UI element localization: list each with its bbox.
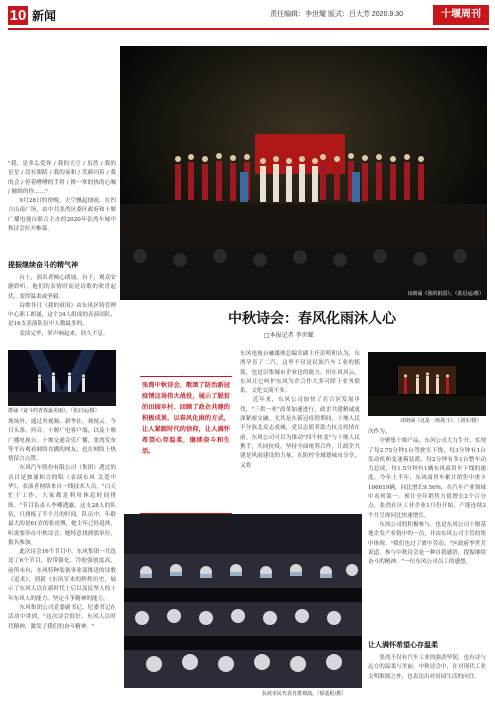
col1-intro: "我，是多么爱你 / 我的天空 / 虽然 / 我的星星 / 没有眼睛 / 我的夜和 / 笑颜闪着 / 我的会 / 停着嘈嘈的手臂 / 搀一掌的热的心魄 / 缠绵的你……" 9月28日的傍晚，天空飘起细雨，在凹方山南广场，由中共张湾区委区政府和十堰广播电视台联合主办的2020年张湾车城中秋诗会拉开帷幕。 xyxy=(8,161,116,233)
main-photo-caption: 诗朗诵《我的祖国》。（张启运/摄） xyxy=(407,291,484,297)
col4-end: 张湾不仅有汽车工业的强劲坚韧，也有诗与远方的温柔与美丽。中秋诗会中，在对现代工业文明歌颂之外，也表达出对田园生活的向往。 xyxy=(368,655,486,680)
editor-line: 责任编辑：李世耀 版式：吕大芳 2020.9.30 xyxy=(270,11,404,18)
col1-mid: 台上，演出者倾心朗诵，台下，观众安静聆听，他们的表情时而是诗歌的欢喜起伏，变得温柔或坚毅。 诗歌非日《我的祖国》由东风区铸管理中心职工朗诵，这个34人组成的表演团队，是16支表演队伍中人数最多的。 表演完毕，掌声响起来，经久不息。 xyxy=(8,275,116,337)
col1-body: 现场外，通过央视频、新华社、观视云、今日头条、抖音、十堰广电客户端，以及十堰广播电视台、十堰交通音乐广播、张湾发布等平台观看网络直播的网友，也在网络上热情留言点赞。 东风汽车股份有限公司（集团）透过的音目是独诵和合的唱《表演东风 关爱中华》，表演者网络来自一线技术人员。"白天忙于工作，大家都是利用休息时间排练。"节目负责人李卿透露，这支28人的队伍，只排练了半个月的时间。队员中，年龄最大的是61岁的张虎傅，她主年已经退休，听说要举办中秋诗会，她特意找到那单位，报名参加。 此次诗会16个节目中，东风集团一共选送了6个节目，胶带强化、冷胶强创度高，前所未有，东风特种装备事业部推送的诗歌《追求》，到新《东风军来的辉煌历史，展示了东风人以在新时代上后以及民坚人的十年东风人的能力、坚定斗争精神的能力。 东风集团公司党委副书记、纪委书记在活动中讲到，"这次诗会很好，东风人以时代精神，激发了我们的奋斗精神。" xyxy=(8,419,116,630)
section-label: 新闻 xyxy=(32,9,57,23)
pullquote-box xyxy=(140,376,232,514)
small-right-caption: 诗朗诵《这是一场战斗》。（刘军/摄） xyxy=(400,418,482,424)
main-stage-photo xyxy=(120,46,487,300)
small-left-photo xyxy=(8,350,116,406)
subheading-2: 让人满怀希望心存温柔 xyxy=(368,640,438,649)
subheading-1: 提振继续奋斗的精气神 xyxy=(8,260,78,269)
small-right-photo xyxy=(368,352,486,416)
col3-body: 东风电视台融媒体总编室副主任彭明和认为，东湾孕育了二汽，这里不仅是民族汽车工业的摇篮，也是以集城市企业也的能力，但在风风云，东风让它呵护东风为企合作大多可除于业务联系，文化交流不多。 近年来，东风公司加快了在合区发展步伐，"三供一业"改革加速进行，政企共建精诚更深紧密交融。尤其是在新冠疫情期间，十堰人民不分族北众志成城，党员志愿者助力抗击疫情在前。东风公司可以为推动"四个转变"与十堰人民携手，共同抗疫，坚持全面统筹合作，让政企共建是风雨建设的力量，在防控全域划城市分享，又将 xyxy=(240,351,360,469)
article-title: 中秋诗会：春风化雨沐人心 xyxy=(228,311,396,327)
audience-caption: 抗疫市民代表自排观演。（徐基伦/摄） xyxy=(262,691,347,697)
article-byline: □本报记者 李世耀 xyxy=(264,332,314,339)
col4-body: 次作为。 全聚集十堰产品，东风公司大力生开，实现了每2.75分钟1台驾驶室下线，每3分钟有1台发动机和变速箱装派，每2分钟有多1台整车动力总成，每1.5分钟有1辆东风商用车下线的速度。今年上半年，东风商用车累计销售中重卡106619辆，同比增长9.56%，在汽车产业领域中名列第一。预计全年销售力值增长2个百分点，张湾社区工业企业1月份开始，产能连续3个月呈现同比快速增长。 东风公司的积极参与，也是东风公司十堰基地企发产业链中的一员，并由东风公司主管的集中体现。"我们也过了渡中劳动。"区政府李世芳说道，参与中秋诗会是一种自我感悟，提振继续奋斗的精神。"一位东风公司员工的感想。 xyxy=(368,429,486,566)
pullquote-text: 张湾中秋诗会，歌颂了防治新冠疫情这场伟大战役，展示了脱贫的田园乡村、回顾了政企共建的积极成果、以春风化雨的方式，让人紧跟时代的信仰，让人满怀希望心存温柔，继续奋斗和生活。 xyxy=(142,382,230,455)
page-number: 10 xyxy=(9,7,27,24)
masthead: 十堰周刊 xyxy=(433,5,489,25)
small-left-caption: 群诵《奋斗的青春最美丽》。（张启运/摄） xyxy=(8,408,100,414)
audience-photo xyxy=(124,514,362,688)
header-rule xyxy=(8,28,489,30)
